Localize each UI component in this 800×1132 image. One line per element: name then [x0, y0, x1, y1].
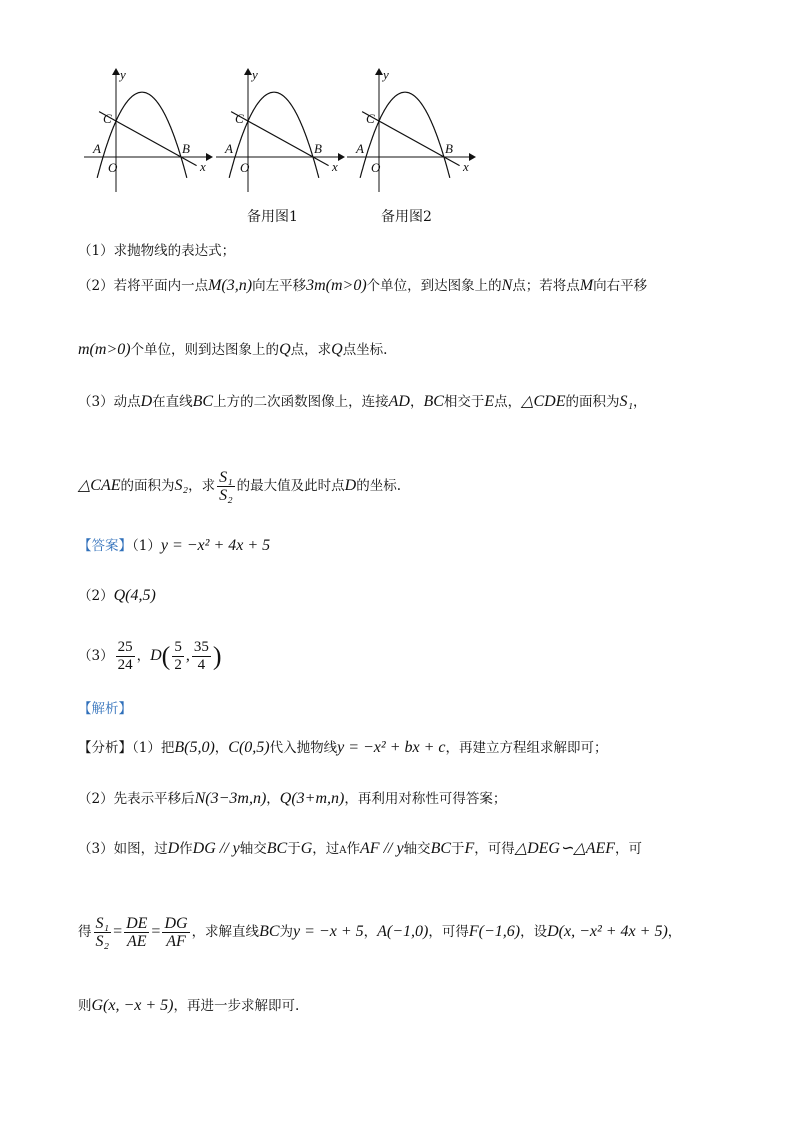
figure-1-label-b: B [182, 141, 190, 156]
question-1: （1）求抛物线的表达式； [78, 243, 236, 259]
answer-2: （2）Q(4,5) [78, 587, 156, 604]
analysis-step-3-cont: 得 $\frac{\text{S₁}}{\text{S₂}}$ = $\frac{DE}{AE}$ = $\frac{DG}{AF}$ ，求解直线BC为y = −x + 5，A(−1,0)，可得F(−1,6)，设D(x, −x² + 4x + 5)， [78, 915, 682, 950]
fraction-d-y: $\frac{35}{4}$ [193, 639, 209, 673]
analysis-step-3: （3）如图，过D作DG // y轴交BC于G，过A作AF // y轴交BC于F，可得△DEG∽△AEF，可 [78, 840, 643, 857]
figure-1-label-o: O [108, 160, 118, 175]
figure-2-label-x: x [332, 159, 338, 174]
answer-tag: 【答案】 [78, 538, 132, 554]
figure-1-line-bc [99, 112, 197, 166]
caption-backup-2: 备用图2 [381, 209, 432, 225]
question-3-line2: △CAE的面积为S₂，求 $\frac{\text{S₁}}{\text{S₂}}$ 的最大值及此时点D的坐标. [78, 469, 402, 504]
question-2-line2: m(m>0)个单位，则到达图象上的Q点，求Q点坐标. [78, 341, 388, 358]
fraction-s1-over-s2: $\frac{\text{S₁}}{\text{S₂}}$ [219, 469, 233, 504]
fraction-d-x: $\frac{5}{2}$ [174, 639, 182, 673]
question-3-line1: （3）动点D在直线BC上方的二次函数图像上，连接AD，BC相交于E点，△CDE的面积为S₁， [78, 393, 647, 410]
question-2-line1: （2）若将平面内一点M(3,n)向左平移3m(m>0)个单位，到达图象上的N点；若将点M向右平移 [78, 277, 648, 294]
math-shift-m: m(m>0) [78, 341, 131, 358]
figure-2-label-b: B [314, 141, 322, 156]
figure-2-label-c: C [235, 111, 244, 126]
figure-2-label-a: A [225, 141, 233, 156]
fraction-dg-af: $\frac{DG}{AF}$ [164, 915, 188, 950]
figure-3-label-o: O [371, 160, 381, 175]
answer-3: （3） $\frac{25}{24}$ ，D( $\frac{5}{2}$ , $\frac{35}{4}$ ) [78, 639, 222, 673]
figure-2-label-y: y [252, 67, 258, 82]
figure-3-label-a: A [356, 141, 364, 156]
figure-3-label-y: y [383, 67, 389, 82]
figure-1-label-x: x [200, 159, 206, 174]
math-m-point: M(3,n) [208, 277, 253, 294]
figure-1-label-a: A [93, 141, 101, 156]
analysis-step-2: （2）先表示平移后N(3−3m,n)，Q(3+m,n)，再利用对称性可得答案； [78, 790, 507, 807]
math-shift-3m: 3m(m>0) [306, 277, 367, 294]
figure-3-label-c: C [366, 111, 375, 126]
fraction-de-ae: $\frac{DE}{AE}$ [126, 915, 148, 950]
figure-2-line-bc [231, 112, 329, 166]
fraction-s1-s2: $\frac{\text{S₁}}{\text{S₂}}$ [95, 915, 110, 950]
analysis-step-3-end: 则G(x, −x + 5)，再进一步求解即可. [78, 997, 300, 1014]
figure-1-label-c: C [103, 111, 112, 126]
fraction-answer-max: $\frac{25}{24}$ [117, 639, 133, 673]
figure-3-line-bc [362, 112, 460, 166]
figure-1-label-y: y [120, 67, 126, 82]
caption-backup-1: 备用图1 [247, 209, 298, 225]
figure-3-label-b: B [445, 141, 453, 156]
figure-3-label-x: x [463, 159, 469, 174]
figure-row [0, 0, 800, 230]
figure-2-label-o: O [240, 160, 250, 175]
answer-1: 【答案】（1）y = −x² + 4x + 5 [78, 537, 271, 554]
analysis-tag: 【解析】 [78, 701, 132, 717]
analysis-step-1: 【分析】（1）把B(5,0)，C(0,5)代入抛物线y = −x² + bx + c，再建立方程组求解即可； [78, 739, 608, 756]
